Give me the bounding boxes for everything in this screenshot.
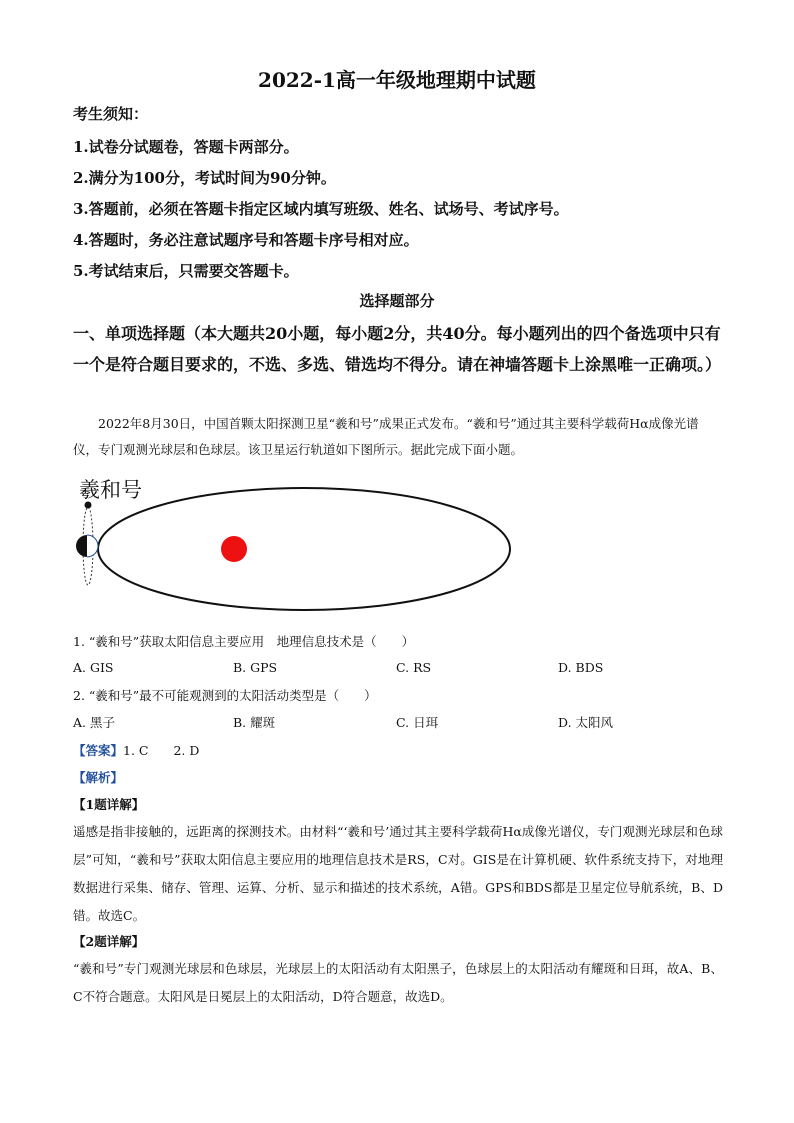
earth-dark-half — [76, 535, 87, 557]
answer-line — [73, 741, 199, 759]
notice-item-2: 2.满分为100分，考试时间为90分钟。 — [73, 169, 336, 187]
detail-1-heading: 【1题详解】 — [73, 797, 145, 812]
section-instruction: 一、单项选择题（本大题共20小题，每小题2分，共40分。每小题列出的四个备选项中只有一个是符合题目要求的，不选、多选、错选均不得分。请在神墙答题卡上涂黑唯一正确项。） — [73, 324, 722, 374]
detail-1-text: 遥感是指非接触的，远距离的探测技术。由材料“‘羲和号’通过其主要科学载荷Hα成像光谱仪，专门观测光球层和色球层”可知，“羲和号”获取太阳信息主要应用的地理信息技术是RS，C对。GIS是在计算机硬、软件系统支持下，对地理数据进行采集、储存、管理、运算、分析、显示和描述的技术系统，A错。GPS和BDS都是卫星定位导航系统，B、D错。故选C。 — [73, 824, 723, 923]
notice-item-5: 5.考试结束后，只需要交答题卡。 — [73, 262, 299, 280]
material-paragraph — [73, 411, 723, 463]
answer-label: 【答案】 — [73, 743, 124, 758]
material-text: 2022年8月30日，中国首颗太阳探测卫星“羲和号”成果正式发布。“羲和号”通过其主要科学载荷Hα成像光谱仪，专门观测光球层和色球层。该卫星运行轨道如下图所示。据此完成下面小题。 — [73, 416, 699, 457]
detail-2-heading: 【2题详解】 — [73, 934, 145, 949]
question-2-stem: 2. “羲和号”最不可能观测到的太阳活动类型是（ ） — [73, 688, 377, 703]
question-1-option-b: B. GPS — [233, 660, 278, 675]
satellite-label: 羲和号 — [79, 478, 142, 502]
analysis-line — [73, 768, 123, 786]
earth-light-half — [87, 535, 98, 557]
answer-text: 1. C 2. D — [123, 743, 200, 758]
question-1-option-d: D. BDS — [558, 660, 604, 675]
question-1-option-a: A. GIS — [73, 660, 114, 675]
orbit-ellipse — [98, 488, 510, 610]
question-2-option-a: A. 黑子 — [73, 715, 115, 730]
question-1-option-c: C. RS — [396, 660, 432, 675]
analysis-label: 【解析】 — [73, 770, 124, 785]
question-2-option-d: D. 太阳风 — [558, 715, 614, 730]
notice-heading: 考生须知： — [73, 105, 149, 123]
question-1-stem: 1. “羲和号”获取太阳信息主要应用 地理信息技术是（ ） — [73, 634, 415, 649]
notice-item-1: 1.试卷分试题卷，答题卡两部分。 — [73, 138, 299, 156]
question-2-option-c: C. 日珥 — [396, 715, 439, 730]
page-title: 2022-1高一年级地理期中试题 — [258, 68, 536, 92]
question-2-option-b: B. 耀斑 — [233, 715, 276, 730]
notice-item-4: 4.答题时，务必注意试题序号和答题卡序号相对应。 — [73, 231, 419, 249]
sun — [221, 536, 247, 562]
detail-2-text: “羲和号”专门观测光球层和色球层，光球层上的太阳活动有太阳黑子，色球层上的太阳活动有耀斑和日珥，故A、B、C不符合题意。太阳风是日冕层上的太阳活动，D符合题意，故选D。 — [73, 961, 723, 1004]
notice-item-3: 3.答题前，必须在答题卡指定区域内填写班级、姓名、试场号、考试序号。 — [73, 200, 569, 218]
section-title: 选择题部分 — [359, 292, 435, 310]
